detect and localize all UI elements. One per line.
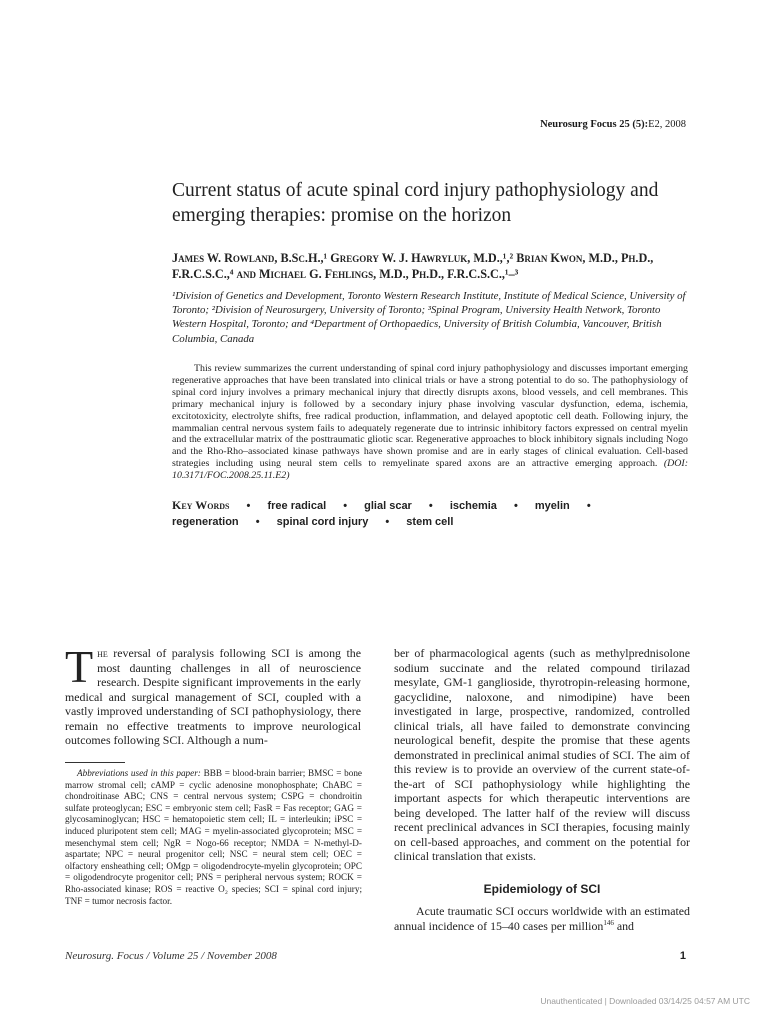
section-tail: and (613, 918, 634, 933)
download-stamp: Unauthenticated | Downloaded 03/14/25 04:57 AM UTC (540, 996, 750, 1006)
keyword: free radical (267, 500, 327, 512)
footer-journal: Neurosurg. Focus / Volume 25 / November 2008 (65, 950, 277, 962)
body-text-left: reversal of paralysis following SCI is among the most daunting challenges in all of neuroscience research. Despite significant improvements in the early medical and surgical management of SCI, coupled with a vastly improved understanding of SCI pathophysiology, there remain no effective treatments to improve neurological outcomes following SCI. Although a num- (65, 646, 361, 747)
affiliations: ¹Division of Genetics and Development, Toronto Western Research Institute, Institute of Medical Science, University of Toronto; ²Division of Neurosurgery, University of Toronto; ³Spinal Program, University Health Network, Toronto Western Hospital, Toronto; and ⁴Department of Orthopaedics, University of British Columbia, Vancouver, British Columbia, Canada (172, 290, 686, 345)
keyword: ischemia (449, 500, 497, 512)
abstract (172, 363, 688, 482)
section-text: Acute traumatic SCI occurs worldwide with an estimated annual incidence of 15–40 cases per million (394, 904, 690, 933)
keyword: regeneration (172, 516, 239, 528)
keywords: Key Words • free radical • glial scar • ischemia • myelin • regeneration • spinal cord injury • stem cell (172, 498, 591, 528)
footnote-rule (65, 762, 125, 763)
doi-link[interactable]: (DOI: 10.3171/FOC.2008.25.11.E2) (172, 458, 688, 482)
body-column-right (394, 646, 690, 864)
keyword: myelin (534, 500, 570, 512)
running-head-journal: Neurosurg Focus 25 (5): (540, 119, 649, 130)
section-paragraph (394, 904, 690, 933)
keywords-label: Key Words (172, 498, 230, 512)
lead-in: he (97, 646, 108, 660)
citation-ref[interactable]: 146 (603, 918, 614, 927)
running-head-issue: E2, 2008 (648, 119, 686, 130)
drop-cap: T (65, 641, 94, 692)
body-text-right: ber of pharmacological agents (such as methylprednisolone sodium succinate and the related compound tirilazad mesylate, GM-1 ganglioside, thyrotropin-releasing hormone, gacyclidine, naloxone, and nimodipine) have been investigated in large, prospective, randomized, controlled clinical trials, all have failed to demonstrate convincing neurological benefit, despite the promise that these agents demonstrated in preclinical animal studies of SCI. The aim of this review is to provide an overview of the current state-of-the-art of SCI pathophysiology while highlighting the important aspects for which therapeutic interventions are being developed. The latter half of the review will discuss recent preclinical advances in SCI therapies, focusing mainly on cell-based approaches, and comment on the potential for clinical translation that exists. (394, 646, 690, 863)
section-heading: Epidemiology of SCI (483, 882, 601, 896)
article-title: Current status of acute spinal cord injury pathophysiology and emerging therapies: promise on the horizon (172, 180, 659, 226)
footnote-text: BBB = blood-brain barrier; BMSC = bone marrow stromal cell; cAMP = cyclic adenosine monophosphate; ChABC = chondroitinase ABC; CNS = central nervous system; CSPG = chondroitin sulfate proteoglycan; ESC = embryonic stem cell; FasR = Fas receptor; GAG = glycosaminoglycan; HSC = hematopoietic stem cell; IL = interleukin; iPSC = induced pluripotent stem cell; MAG = myelin-associated glycoprotein; MSC = mesenchymal stem cell; NgR = Nogo-66 receptor; NMDA = N-methyl-D-aspartate; NPC = neural progenitor cell; NSC = neural stem cell; OEC = olfactory ensheathing cell; OMgp = oligodendrocyte-myelin glycoprotein; OPC = oligodendrocyte progenitor cell; PNS = peripheral nervous system; ROCK = Rho-associated kinase; ROS = reactive O₂ species; SCI = spinal cord injury; TNF = tumor necrosis factor. (65, 768, 363, 906)
abstract-text: This review summarizes the current understanding of spinal cord injury pathophysiology and discusses important emerging regenerative approaches that have been translated into clinical trials or have a strong potential to do so. The pathophysiology of spinal cord injury involves a primary mechanical injury that directly disrupts axons, blood vessels, and cell membranes. This primary mechanical injury is followed by a secondary injury phase involving vascular dysfunction, edema, ischemia, excitotoxicity, electrolyte shifts, free radical production, inflammation, and delayed apoptotic cell death. Following injury, the mammalian central nervous system fails to adequately regenerate due to intrinsic inhibitory factors expressed on central myelin and the extracellular matrix of the posttraumatic gliotic scar. Regenerative approaches to block inhibitory signals including Nogo and the Rho-Rho–associated kinase pathways have shown promise and are in early stages of clinical evaluation. Cell-based strategies including using neural stem cells to remyelinate spared axons are an attractive emerging approach. (172, 363, 688, 470)
footnote-label: Abbreviations used in this paper: (77, 768, 201, 778)
page-number: 1 (679, 950, 686, 962)
keyword: stem cell (406, 516, 454, 528)
keyword: spinal cord injury (276, 516, 369, 528)
keyword: glial scar (364, 500, 412, 512)
author-list: James W. Rowland, B.Sc.H.,¹ Gregory W. J. Hawryluk, M.D.,¹,² Brian Kwon, M.D., Ph.D., F.R.C.S.C.,⁴ and Michael G. Fehlings, M.D., Ph.D., F.R.C.S.C.,¹–³ (172, 251, 654, 281)
abbreviations-footnote (65, 768, 362, 907)
running-head (540, 119, 686, 130)
body-column-left (65, 641, 361, 748)
